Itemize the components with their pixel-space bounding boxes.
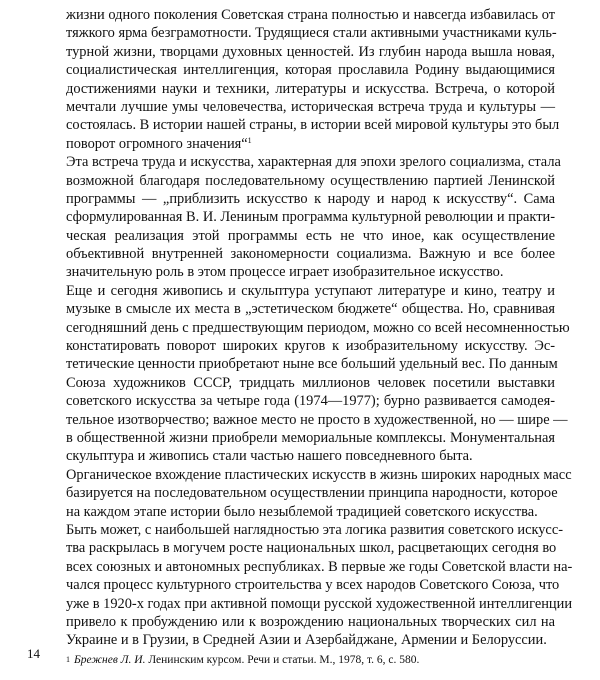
text-line: констатировать поворот широких кругов к изобразительному искусству. Эс- — [66, 338, 555, 355]
text-line: мечтали лучшие умы человечества, историческая встреча труда и культуры — — [66, 98, 555, 115]
text-line: привело к пробуждению или к возрождению национальных творческих сил на — [66, 613, 555, 630]
footnote-text: Ленинским курсом. Речи и статьи. М., 1978, т. 6, с. 580. — [148, 653, 420, 666]
text-line-last: на каждом этапе истории было незыблемой традицией советского искусства. — [66, 503, 538, 520]
text-line: тельное изотворчество; важное место не просто в художественной, но — шире — — [66, 411, 568, 428]
footnote — [66, 652, 555, 668]
text-line: Союза художников СССР, тридцать миллионов человек посетили выставки — [66, 374, 555, 391]
text-line-last: скульптура и живопись стали частью нашего повседневного быта. — [66, 448, 473, 465]
text-line: Быть может, с наибольшей наглядностью эта логика развития советского искусс- — [66, 521, 564, 538]
text-line: тетические ценности приобретают ныне все больший удельный вес. По данным — [66, 356, 558, 373]
text-line: советского искусства за четыре года (1974—1977); бурно развивается самодея- — [66, 393, 555, 410]
text-line: тяжкого ярма безграмотности. Трудящиеся стали активными участниками куль- — [66, 25, 557, 42]
text-line-last: Украине и в Грузии, в Средней Азии и Азербайджане, Армении и Белоруссии. — [66, 632, 547, 649]
text-line: в общественной жизни приобрели мемориальные комплексы. Монументальная — [66, 429, 555, 446]
paragraph-2 — [66, 153, 561, 282]
text-line: турной жизни, творцами духовных ценностей. Из глубин народа вышла новая, — [66, 43, 555, 60]
text-line: социалистическая интеллигенция, которая прославила Родину выдающимися — [66, 62, 555, 79]
paragraph-4 — [66, 466, 572, 521]
text-line: чался процесс культурного строительства у всех народов Советского Союза, что — [66, 577, 560, 594]
paragraph-1 — [66, 6, 560, 153]
text-line: музыке в смысле их места в „эстетическом бюджете“ общества. Но, сравнивая — [66, 301, 555, 318]
text-line: возможной благодаря последовательному осуществлению партией Ленинской — [66, 172, 555, 189]
text-line: Еще и сегодня живопись и скульптура уступают литературе и кино, театру и — [66, 282, 555, 299]
page-body — [66, 6, 573, 668]
text-line: сформулированная В. И. Лениным программа культурной революции и практи- — [66, 209, 555, 226]
text-line: программы — „приблизить искусство к народу и народ к искусству“. Сама — [66, 190, 555, 207]
text-line: базируется на последовательном осуществлении принципа народности, которое — [66, 485, 558, 502]
text-line-last — [66, 135, 555, 153]
text-line: объективной внутренней закономерности социализма. Важную и все более — [66, 246, 555, 263]
page-number: 14 — [27, 646, 40, 661]
text-line-last: значительную роль в этом процессе играет изобразительное искусство. — [66, 264, 504, 281]
text-line: Органическое вхождение пластических искусств в жизнь широких народных масс — [66, 466, 572, 483]
paragraph-5 — [66, 521, 573, 650]
text-line: Эта встреча труда и искусства, характерная для эпохи зрелого социализма, стала — [66, 154, 561, 171]
text-line: состоялась. В истории нашей страны, в истории всей мировой культуры это был — [66, 117, 560, 134]
footnote-mark: 1 — [66, 654, 70, 664]
text-line: тва раскрылась в могучем росте национальных школ, расцветающих сегодня во — [66, 540, 557, 557]
text-line-content: поворот огромного значения“ — [66, 135, 248, 152]
paragraph-3 — [66, 282, 570, 466]
footnote-reference: 1 — [247, 135, 252, 145]
text-line: сегодняшний день с предшествующим периодом, можно со всей несомненностью — [66, 319, 570, 336]
text-line: ческая реализация этой программы есть не что иное, как осуществление — [66, 227, 555, 244]
text-line: достижениями науки и техники, литературы и искусства. Встреча, о которой — [66, 80, 555, 97]
text-line: всех союзных и автономных республиках. В первые же годы Советской власти на- — [66, 558, 573, 575]
text-line: уже в 1920-х годах при активной помощи русской художественной интеллигенции — [66, 595, 573, 612]
footnote-author: Брежнев Л. И. — [74, 653, 146, 666]
text-line: жизни одного поколения Советская страна полностью и навсегда избавилась от — [66, 7, 555, 23]
